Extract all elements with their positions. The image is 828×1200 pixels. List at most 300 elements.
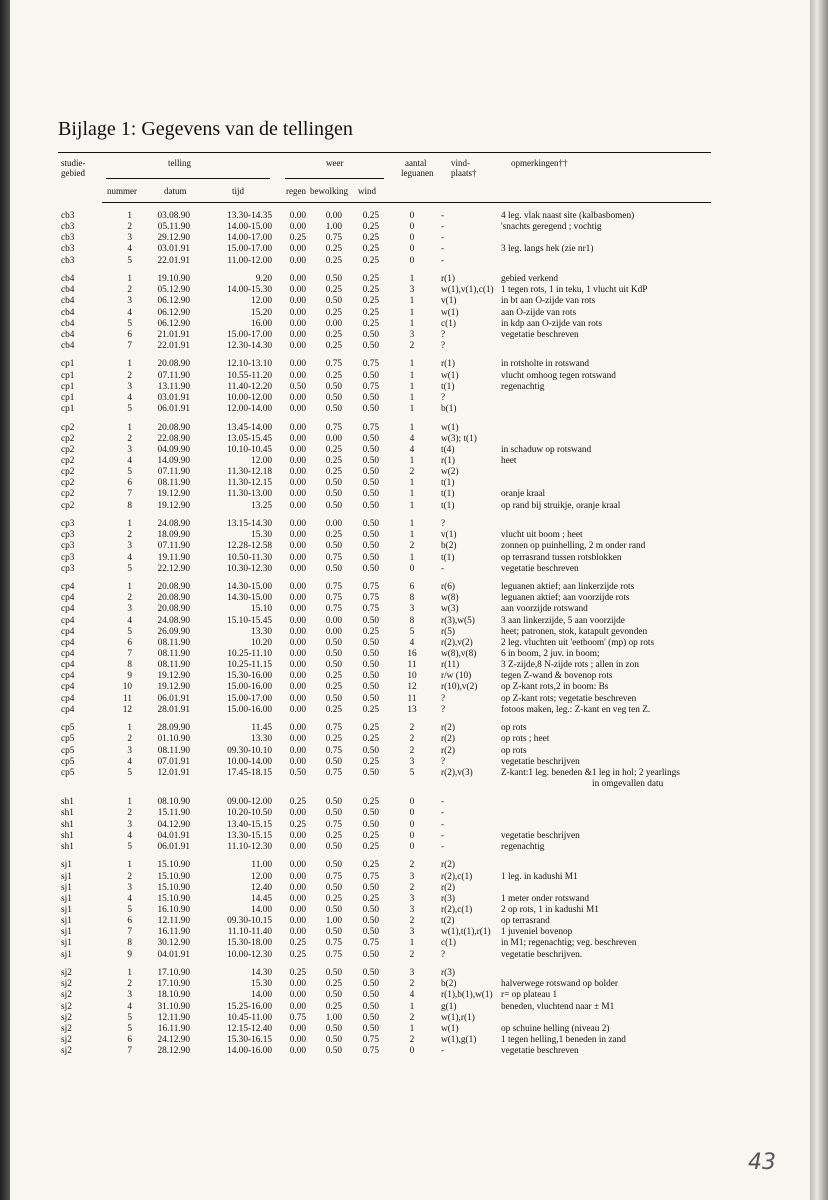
- cell-aantal: 1: [409, 1023, 415, 1034]
- cell-nummer: 8: [127, 500, 132, 511]
- cell-nummer: 6: [127, 329, 132, 340]
- table-row: [10, 404, 810, 415]
- cell-opmerking: op rots ; heet: [501, 734, 550, 745]
- cell-gebied: cp3: [61, 563, 75, 574]
- table-row: [10, 1024, 810, 1035]
- cell-regen: 0.00: [289, 433, 306, 444]
- telling-subrule: [106, 178, 270, 179]
- cell-opmerking: regenachtig: [501, 841, 545, 852]
- cell-bewolking: 0.50: [325, 968, 342, 979]
- cell-bewolking: 0.25: [325, 734, 342, 745]
- cell-wind: 0.50: [362, 882, 379, 893]
- cell-aantal: 0: [409, 830, 415, 841]
- cell-vindplaats: w(1): [441, 1023, 459, 1034]
- cell-opmerking: op rand bij struikje, oranje kraal: [501, 500, 621, 511]
- cell-nummer: 5: [127, 1023, 132, 1034]
- cell-bewolking: 0.50: [325, 882, 342, 893]
- cell-opmerking: vegetatie beschrijven.: [501, 949, 583, 960]
- cell-vindplaats: r(3): [441, 968, 455, 979]
- header-bottom-rule: [102, 202, 711, 203]
- cell-wind: 0.50: [362, 990, 379, 1001]
- cell-vindplaats: ?: [441, 693, 446, 704]
- cell-datum: 20.08.90: [157, 593, 190, 604]
- cell-vindplaats: w(1),v(1),c(1): [441, 285, 494, 296]
- document-page: [10, 0, 810, 1200]
- cell-wind: 0.50: [362, 1001, 379, 1012]
- table-row: [10, 746, 810, 757]
- cell-bewolking: 1.00: [325, 1012, 342, 1023]
- cell-nummer: 3: [127, 233, 132, 244]
- cell-bewolking: 0.50: [325, 274, 342, 285]
- cell-bewolking: 0.25: [325, 530, 342, 541]
- cell-gebied: cp2: [61, 478, 75, 489]
- cell-datum: 06.01.91: [157, 841, 190, 852]
- cell-tijd: 11.40-12.20: [227, 381, 272, 392]
- cell-tijd: 10.25-11.15: [227, 660, 272, 671]
- cell-datum: 19.12.90: [157, 682, 190, 693]
- cell-bewolking: 0.25: [325, 340, 342, 351]
- cell-vindplaats: w(1): [441, 307, 459, 318]
- cell-aantal: 3: [409, 968, 415, 979]
- cell-aantal: 13: [407, 704, 417, 715]
- cell-gebied: sj2: [61, 1001, 72, 1012]
- cell-tijd: 11.45: [251, 723, 272, 734]
- header-tijd: tijd: [232, 186, 245, 196]
- cell-regen: 0.00: [289, 893, 306, 904]
- table-row: [10, 808, 810, 819]
- cell-tijd: 15.10-15.45: [227, 615, 272, 626]
- cell-vindplaats: r(2),v(3): [441, 767, 473, 778]
- cell-gebied: cp4: [61, 704, 75, 715]
- table-row: [10, 860, 810, 871]
- cell-datum: 22.08.90: [157, 433, 190, 444]
- weer-subrule: [285, 178, 384, 179]
- cell-nummer: 2: [127, 808, 132, 819]
- cell-tijd: 9.20: [255, 274, 272, 285]
- cell-regen: 0.00: [289, 626, 306, 637]
- cell-vindplaats: r(2),c(1): [441, 905, 473, 915]
- cell-regen: 0.00: [289, 990, 306, 1001]
- cell-bewolking: 0.50: [325, 660, 342, 671]
- cell-bewolking: 0.25: [325, 830, 342, 841]
- cell-vindplaats: w(1): [441, 370, 459, 381]
- cell-regen: 0.00: [289, 808, 306, 819]
- cell-opmerking: vegetatie beschreven: [501, 329, 579, 340]
- cell-vindplaats: r(2),v(2): [441, 637, 473, 648]
- table-row: [10, 501, 810, 512]
- cell-regen: 0.00: [289, 541, 306, 552]
- cell-gebied: cp4: [61, 637, 75, 648]
- cell-bewolking: 0.75: [325, 745, 342, 756]
- cell-opmerking: heet: [501, 455, 517, 466]
- cell-opmerking: tegen Z-wand & bovenop rots: [501, 671, 613, 682]
- cell-gebied: cp1: [61, 359, 75, 370]
- cell-gebied: cb3: [61, 211, 75, 221]
- site-group: [10, 519, 810, 575]
- cell-opmerking: in M1; regenachtig; veg. beschreven: [501, 938, 637, 949]
- cell-datum: 20.08.90: [157, 422, 190, 433]
- cell-nummer: 9: [127, 671, 132, 682]
- cell-bewolking: 0.50: [325, 797, 342, 808]
- table-row: [10, 359, 810, 370]
- cell-regen: 0.00: [289, 244, 306, 255]
- cell-gebied: cp5: [61, 756, 75, 767]
- cell-bewolking: 1.00: [325, 222, 342, 233]
- cell-datum: 20.08.90: [157, 604, 190, 615]
- cell-bewolking: 0.75: [325, 593, 342, 604]
- cell-vindplaats: t(1): [441, 489, 455, 500]
- cell-nummer: 2: [127, 222, 132, 233]
- cell-aantal: 16: [407, 649, 417, 660]
- cell-vindplaats: r(1): [441, 455, 455, 466]
- cell-aantal: 4: [409, 637, 415, 648]
- table-row: [10, 1046, 810, 1057]
- cell-tijd: 11.30-12.18: [227, 467, 272, 478]
- table-row: [10, 894, 810, 905]
- cell-bewolking: 0.50: [325, 649, 342, 660]
- cell-wind: 0.75: [362, 938, 379, 949]
- cell-aantal: 1: [409, 422, 415, 433]
- cell-wind: 0.50: [362, 693, 379, 704]
- cell-opmerking: leguanen aktief; aan voorzijde rots: [501, 593, 630, 604]
- cell-wind: 0.50: [362, 767, 379, 778]
- cell-regen: 0.25: [289, 938, 306, 949]
- cell-opmerking: 4 leg. vlak naast site (kalbasbomen): [501, 211, 635, 221]
- cell-wind: 0.50: [362, 340, 379, 351]
- cell-bewolking: 0.50: [325, 541, 342, 552]
- cell-vindplaats: ?: [441, 329, 446, 340]
- cell-regen: 0.00: [289, 359, 306, 370]
- cell-datum: 22.12.90: [157, 563, 190, 574]
- cell-regen: 0.75: [289, 1012, 306, 1023]
- cell-regen: 0.25: [289, 797, 306, 808]
- cell-gebied: cp1: [61, 404, 75, 415]
- cell-aantal: 0: [409, 222, 415, 233]
- table-row: [10, 296, 810, 307]
- cell-gebied: sj1: [61, 860, 72, 871]
- cell-wind: 0.50: [362, 370, 379, 381]
- cell-vindplaats: t(1): [441, 478, 455, 489]
- cell-tijd: 15.00-17.00: [227, 244, 272, 255]
- cell-opmerking: 1 tegen rots, 1 in teku, 1 vlucht uit KdP: [501, 285, 648, 296]
- table-row: [10, 768, 810, 779]
- cell-tijd: 15.25-16.00: [227, 1001, 272, 1012]
- cell-nummer: 2: [127, 285, 132, 296]
- cell-nummer: 5: [127, 905, 132, 915]
- cell-nummer: 4: [127, 552, 132, 563]
- cell-regen: 0.00: [289, 211, 306, 221]
- table-row: [10, 382, 810, 393]
- cell-datum: 12.11.90: [157, 1012, 190, 1023]
- cell-aantal: 0: [409, 808, 415, 819]
- cell-opmerking: op rots: [501, 745, 527, 756]
- cell-regen: 0.00: [289, 593, 306, 604]
- cell-tijd: 15.10: [251, 604, 272, 615]
- cell-nummer: 2: [127, 979, 132, 990]
- cell-regen: 0.00: [289, 552, 306, 563]
- cell-tijd: 10.20-10.50: [227, 808, 272, 819]
- cell-opmerking: 2 op rots, 1 in kadushi M1: [501, 905, 599, 915]
- cell-bewolking: 0.25: [325, 455, 342, 466]
- cell-bewolking: 0.25: [325, 307, 342, 318]
- cell-nummer: 4: [127, 1001, 132, 1012]
- cell-nummer: 3: [127, 882, 132, 893]
- cell-nummer: 2: [127, 370, 132, 381]
- cell-aantal: 5: [409, 626, 415, 637]
- cell-aantal: 1: [409, 274, 415, 285]
- table-row: [10, 682, 810, 693]
- cell-aantal: 3: [409, 871, 415, 882]
- cell-gebied: sj1: [61, 905, 72, 915]
- cell-vindplaats: r(6): [441, 582, 455, 593]
- cell-aantal: 2: [409, 882, 415, 893]
- cell-regen: 0.00: [289, 882, 306, 893]
- cell-wind: 0.50: [362, 500, 379, 511]
- table-row: [10, 456, 810, 467]
- cell-bewolking: 0.25: [325, 255, 342, 266]
- cell-wind: 0.25: [362, 893, 379, 904]
- cell-gebied: cp2: [61, 433, 75, 444]
- table-row: [10, 489, 810, 500]
- cell-bewolking: 0.75: [325, 723, 342, 734]
- table-row: [10, 842, 810, 853]
- header-weer: weer: [326, 158, 344, 168]
- cell-regen: 0.00: [289, 671, 306, 682]
- cell-nummer: 8: [127, 660, 132, 671]
- cell-gebied: cp2: [61, 467, 75, 478]
- cell-aantal: 4: [409, 444, 415, 455]
- cell-datum: 31.10.90: [157, 1001, 190, 1012]
- site-group: [10, 723, 810, 790]
- cell-regen: 0.00: [289, 905, 306, 915]
- cell-gebied: cp3: [61, 552, 75, 563]
- cell-gebied: sj2: [61, 1023, 72, 1034]
- table-row: [10, 478, 810, 489]
- cell-datum: 05.12.90: [157, 285, 190, 296]
- cell-nummer: 6: [127, 916, 132, 927]
- cell-regen: 0.25: [289, 233, 306, 244]
- table-row: [10, 1013, 810, 1024]
- cell-regen: 0.00: [289, 455, 306, 466]
- cell-aantal: 1: [409, 552, 415, 563]
- table-row: [10, 222, 810, 233]
- cell-opmerking: aan voorzijde rotswand: [501, 604, 588, 615]
- cell-datum: 28.12.90: [157, 1046, 190, 1057]
- cell-vindplaats: r(2): [441, 745, 455, 756]
- cell-wind: 0.50: [362, 979, 379, 990]
- cell-aantal: 2: [409, 734, 415, 745]
- table-row: [10, 638, 810, 649]
- cell-tijd: 14.00: [251, 905, 272, 915]
- cell-vindplaats: r/w (10): [441, 671, 472, 682]
- cell-tijd: 12.00-14.00: [227, 404, 272, 415]
- cell-vindplaats: c(1): [441, 938, 456, 949]
- table-row: [10, 883, 810, 894]
- cell-datum: 12.01.91: [157, 767, 190, 778]
- table-row: [10, 905, 810, 916]
- cell-gebied: cb3: [61, 244, 75, 255]
- cell-bewolking: 0.00: [325, 519, 342, 530]
- cell-wind: 0.50: [362, 927, 379, 938]
- cell-tijd: 12.10-13.10: [227, 359, 272, 370]
- cell-wind: 0.50: [362, 467, 379, 478]
- cell-nummer: 4: [127, 455, 132, 466]
- table-row: [10, 694, 810, 705]
- table-row: [10, 467, 810, 478]
- cell-opmerking: op terrasrand: [501, 916, 550, 927]
- cell-aantal: 1: [409, 489, 415, 500]
- table-row: [10, 582, 810, 593]
- table-row: [10, 797, 810, 808]
- cell-datum: 28.01.91: [157, 704, 190, 715]
- cell-opmerking: in rotsholte in rotswand: [501, 359, 590, 370]
- cell-tijd: 12.40: [251, 882, 272, 893]
- cell-tijd: 15.30-16.15: [227, 1034, 272, 1045]
- cell-datum: 04.01.91: [157, 830, 190, 841]
- cell-aantal: 2: [409, 1012, 415, 1023]
- cell-bewolking: 0.25: [325, 467, 342, 478]
- cell-gebied: cp5: [61, 723, 75, 734]
- cell-wind: 0.25: [362, 307, 379, 318]
- cell-datum: 15.11.90: [157, 808, 190, 819]
- cell-aantal: 2: [409, 541, 415, 552]
- cell-aantal: 2: [409, 745, 415, 756]
- cell-gebied: cb4: [61, 274, 75, 285]
- cell-gebied: cp4: [61, 682, 75, 693]
- cell-tijd: 12.00: [251, 455, 272, 466]
- cell-vindplaats: t(1): [441, 552, 455, 563]
- cell-datum: 26.09.90: [157, 626, 190, 637]
- cell-bewolking: 0.50: [325, 296, 342, 307]
- cell-vindplaats: -: [441, 563, 445, 574]
- cell-bewolking: 0.50: [325, 563, 342, 574]
- cell-tijd: 10.20: [251, 637, 272, 648]
- cell-datum: 06.01.91: [157, 404, 190, 415]
- cell-nummer: 2: [127, 593, 132, 604]
- cell-datum: 14.09.90: [157, 455, 190, 466]
- cell-aantal: 0: [409, 233, 415, 244]
- cell-bewolking: 0.50: [325, 489, 342, 500]
- site-group: [10, 274, 810, 352]
- table-row: [10, 734, 810, 745]
- cell-nummer: 3: [127, 990, 132, 1001]
- cell-wind: 0.25: [362, 274, 379, 285]
- cell-bewolking: 0.50: [325, 404, 342, 415]
- cell-regen: 0.00: [289, 704, 306, 715]
- cell-bewolking: 0.25: [325, 1001, 342, 1012]
- cell-gebied: cb4: [61, 296, 75, 307]
- cell-opmerking: leguanen aktief; aan linkerzijde rots: [501, 582, 635, 593]
- cell-aantal: 12: [407, 682, 417, 693]
- table-row: [10, 950, 810, 961]
- table-row: [10, 519, 810, 530]
- cell-wind: 0.25: [362, 841, 379, 852]
- cell-nummer: 2: [127, 433, 132, 444]
- cell-nummer: 6: [127, 637, 132, 648]
- cell-gebied: cp3: [61, 530, 75, 541]
- cell-datum: 19.10.90: [157, 274, 190, 285]
- table-row: [10, 671, 810, 682]
- cell-nummer: 7: [127, 489, 132, 500]
- cell-wind: 0.50: [362, 916, 379, 927]
- cell-tijd: 14.00-17.00: [227, 233, 272, 244]
- cell-nummer: 11: [123, 693, 132, 704]
- cell-tijd: 11.00-12.00: [227, 255, 272, 266]
- cell-vindplaats: -: [441, 797, 445, 808]
- cell-regen: 0.00: [289, 340, 306, 351]
- cell-datum: 16.10.90: [157, 905, 190, 915]
- table-row: [10, 627, 810, 638]
- cell-datum: 21.01.91: [157, 329, 190, 340]
- cell-wind: 0.75: [362, 604, 379, 615]
- cell-nummer: 6: [127, 1034, 132, 1045]
- cell-nummer: 8: [127, 938, 132, 949]
- cell-vindplaats: ?: [441, 949, 446, 960]
- cell-wind: 0.75: [362, 582, 379, 593]
- cell-tijd: 10.00-14.00: [227, 756, 272, 767]
- cell-regen: 0.00: [289, 296, 306, 307]
- cell-vindplaats: r(2): [441, 734, 455, 745]
- cell-wind: 0.25: [362, 756, 379, 767]
- cell-gebied: cb4: [61, 329, 75, 340]
- cell-datum: 06.12.90: [157, 318, 190, 329]
- cell-tijd: 16.00: [251, 318, 272, 329]
- cell-bewolking: 0.00: [325, 211, 342, 221]
- cell-opmerking: fotoos maken, leg.: Z-kant en veg ten Z.: [501, 704, 651, 715]
- table-row: [10, 541, 810, 552]
- cell-datum: 19.12.90: [157, 500, 190, 511]
- cell-vindplaats: w(3); t(1): [441, 433, 477, 444]
- table-row: [10, 244, 810, 255]
- cell-vindplaats: r(10),v(2): [441, 682, 478, 693]
- cell-wind: 0.50: [362, 444, 379, 455]
- cell-regen: 0.00: [289, 285, 306, 296]
- cell-vindplaats: t(4): [441, 444, 455, 455]
- cell-vindplaats: -: [441, 233, 445, 244]
- cell-tijd: 15.30-16.00: [227, 671, 272, 682]
- cell-datum: 28.09.90: [157, 723, 190, 734]
- cell-nummer: 1: [127, 422, 132, 433]
- cell-nummer: 3: [127, 381, 132, 392]
- cell-aantal: 0: [409, 255, 415, 266]
- cell-bewolking: 0.75: [325, 422, 342, 433]
- cell-gebied: sj1: [61, 882, 72, 893]
- cell-nummer: 7: [127, 927, 132, 938]
- cell-wind: 0.50: [362, 745, 379, 756]
- cell-aantal: 1: [409, 500, 415, 511]
- cell-datum: 12.11.90: [157, 916, 190, 927]
- cell-vindplaats: b(2): [441, 541, 457, 552]
- cell-nummer: 10: [122, 682, 132, 693]
- site-group: [10, 211, 810, 267]
- header-nummer: nummer: [107, 186, 137, 196]
- cell-wind: 0.75: [362, 593, 379, 604]
- header-studiegebied-1: studie-: [61, 158, 86, 168]
- cell-wind: 0.50: [362, 329, 379, 340]
- cell-wind: 0.50: [362, 478, 379, 489]
- cell-vindplaats: ?: [441, 519, 446, 530]
- cell-gebied: sh1: [61, 830, 74, 841]
- cell-wind: 0.25: [362, 626, 379, 637]
- cell-regen: 0.00: [289, 660, 306, 671]
- cell-wind: 0.50: [362, 615, 379, 626]
- cell-datum: 08.11.90: [157, 660, 190, 671]
- cell-aantal: 1: [409, 318, 415, 329]
- cell-regen: 0.00: [289, 329, 306, 340]
- cell-datum: 01.10.90: [157, 734, 190, 745]
- cell-nummer: 4: [127, 392, 132, 403]
- cell-vindplaats: w(1): [441, 422, 459, 433]
